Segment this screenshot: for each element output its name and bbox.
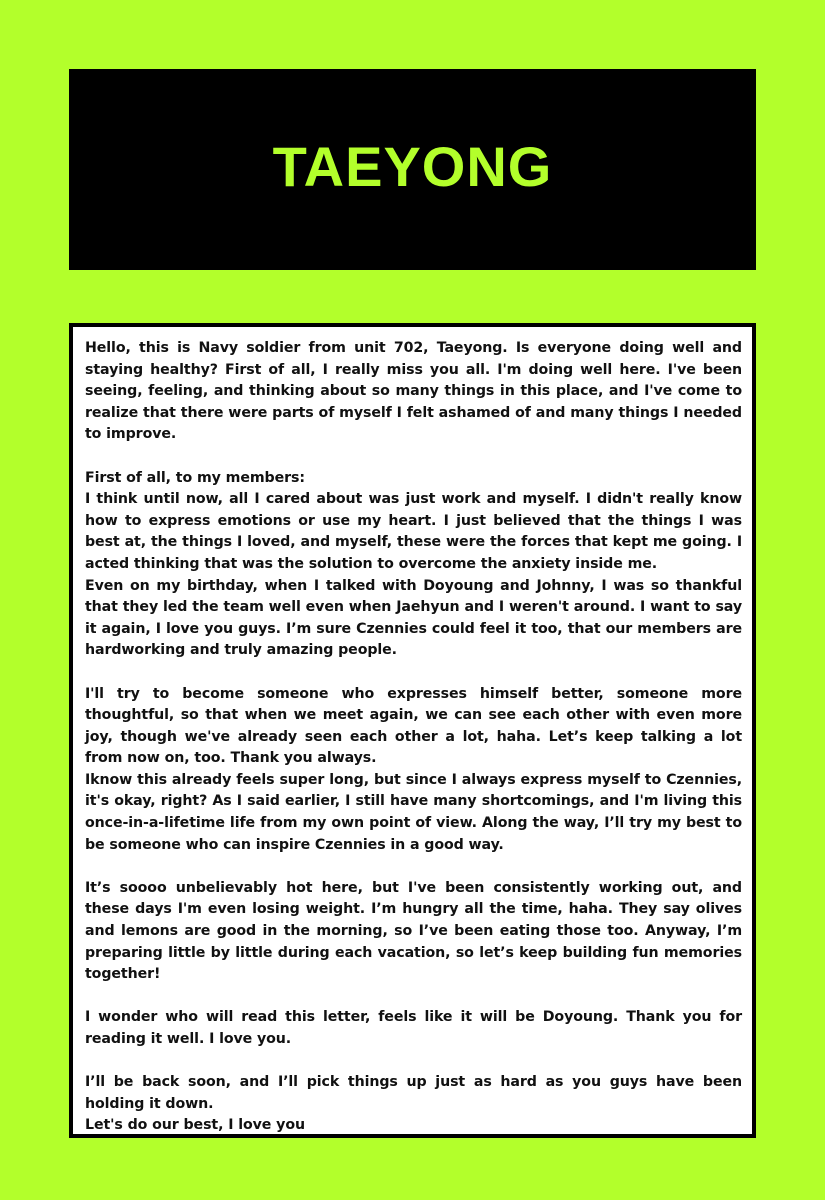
title-banner [69,69,756,270]
letter-paragraph-long: Iknow this already feels super long, but since I always express myself to Czennies, it's okay, right? As I said earlier, I still have many shortcomings, and I'm living this once-in-a-lifetime life from my own point of view. Along the way, I’ll try my best to be someone who can inspire Czennies in a good way. [85,771,742,853]
paragraph-spacer [85,662,742,684]
paragraph-spacer [85,446,742,468]
letter-paragraph-members: I think until now, all I cared about was just work and myself. I didn't really know how to express emotions or use my heart. I just believed that the things I was best at, the things I loved, and myself, these were the forces that kept me going. I acted thinking that was the solution to overcome the anxiety inside me. [85,491,742,572]
paragraph-spacer [85,856,742,878]
letter-paragraph-closing: Let's do our best, I love you [85,1117,305,1134]
letter-paragraph-back-soon: I’ll be back soon, and I’ll pick things up just as hard as you guys have been holding it down. [85,1074,742,1112]
paragraph-spacer [85,986,742,1008]
letter-paragraph-reader: I wonder who will read this letter, feels like it will be Doyoung. Thank you for reading it well. I love you. [85,1009,742,1047]
letter-paragraph-express: I'll try to become someone who expresses himself better, someone more thoughtful, so that when we meet again, we can see each other with even more joy, though we've already seen each other a lot, haha. Let’s keep talking a lot from now on, too. Thank you always. [85,685,742,767]
banner-title: TAEYONG [272,134,553,198]
letter-paragraph-intro: Hello, this is Navy soldier from unit 702, Taeyong. Is everyone doing well and staying healthy? First of all, I really miss you all. I'm doing well here. I've been seeing, feeling, and thinking about so many things in this place, and I've come to realize that there were parts of myself I felt ashamed of and many things I needed to improve. [85,340,742,443]
letter-box [69,323,756,1138]
paragraph-spacer [85,1051,742,1073]
letter-paragraph-hot: It’s soooo unbelievably hot here, but I've been consistently working out, and these days I'm even losing weight. I’m hungry all the time, haha. They say olives and lemons are good in the morning, so I’ve been eating those too. Anyway, I’m preparing little by little during each vacation, so let’s keep building fun memories together! [85,879,742,983]
letter-paragraph-birthday: Even on my birthday, when I talked with Doyoung and Johnny, I was so thankful that they led the team well even when Jaehyun and I weren't around. I want to say it again, I love you guys. I’m sure Czennies could feel it too, that our members are hardworking and truly amazing people. [85,577,742,659]
letter-paragraph-members-heading: First of all, to my members: [85,469,305,486]
